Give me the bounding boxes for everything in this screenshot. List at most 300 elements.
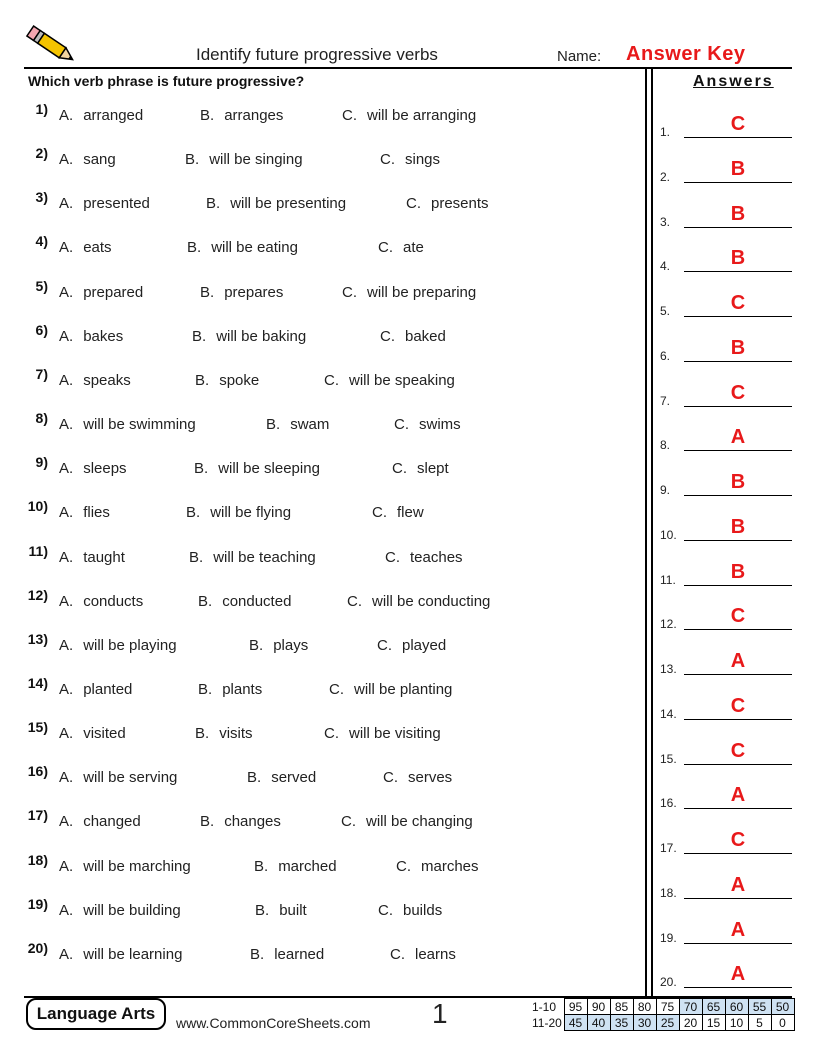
page-number: 1 <box>432 998 448 1029</box>
answer-letter: B <box>730 202 746 225</box>
answer-blank-line[interactable] <box>684 719 792 720</box>
option-letter: A. <box>59 504 74 522</box>
option-text: will be preparing <box>367 283 477 301</box>
answer-number: 9. <box>660 483 671 497</box>
option-letter: B. <box>200 813 215 831</box>
option-text: will be singing <box>209 151 303 169</box>
option-b[interactable] <box>187 239 298 256</box>
option-a[interactable] <box>59 549 125 566</box>
question-number: 14) <box>27 674 48 691</box>
answer-row <box>660 550 792 590</box>
option-c[interactable] <box>392 460 449 477</box>
question-row <box>0 101 640 137</box>
answer-letter: A <box>730 784 746 807</box>
option-letter: C. <box>378 901 393 919</box>
option-letter: A. <box>59 460 74 478</box>
website-link[interactable]: www.CommonCoreSheets.com <box>176 1015 371 1031</box>
answer-blank-line[interactable] <box>684 674 792 675</box>
option-text: will be presenting <box>230 195 347 213</box>
option-c[interactable] <box>390 946 456 963</box>
option-text: played <box>402 636 447 654</box>
answer-blank-line[interactable] <box>684 808 792 809</box>
question-number: 8) <box>35 410 48 427</box>
instructions: Which verb phrase is future progressive? <box>28 73 305 89</box>
column-divider-left <box>645 69 647 996</box>
question-number: 11) <box>28 542 48 559</box>
option-letter: C. <box>372 504 387 522</box>
question-number: 9) <box>35 454 48 471</box>
answer-letter: A <box>730 426 746 449</box>
option-text: plays <box>273 636 309 654</box>
question-row <box>0 145 640 181</box>
answer-blank-line[interactable] <box>684 316 792 317</box>
option-text: swam <box>290 416 330 434</box>
option-letter: C. <box>324 725 339 743</box>
option-b[interactable] <box>194 460 320 477</box>
option-c[interactable] <box>406 195 489 212</box>
option-c[interactable] <box>394 416 461 433</box>
answer-blank-line[interactable] <box>684 943 792 944</box>
option-letter: C. <box>383 769 398 787</box>
answer-blank-line[interactable] <box>684 495 792 496</box>
option-c[interactable] <box>372 504 424 521</box>
answer-number: 10. <box>660 527 677 542</box>
question-row <box>0 277 640 314</box>
option-text: presents <box>431 195 489 213</box>
question-number: 5) <box>35 277 48 294</box>
option-letter: C. <box>406 195 421 213</box>
option-letter: A. <box>59 680 74 698</box>
option-letter: B. <box>198 680 213 698</box>
option-letter: C. <box>347 592 362 610</box>
option-letter: A. <box>59 725 74 743</box>
option-b[interactable] <box>198 593 291 610</box>
option-text: arranges <box>224 107 284 124</box>
question-number: 6) <box>35 321 48 338</box>
option-a[interactable] <box>59 372 131 389</box>
option-c[interactable] <box>383 769 452 786</box>
answer-letter: C <box>730 381 746 404</box>
answer-blank-line[interactable] <box>684 898 792 899</box>
answer-row <box>660 684 792 724</box>
option-c[interactable] <box>378 239 424 256</box>
option-b[interactable] <box>195 725 253 742</box>
score-cell: 15 <box>702 1015 725 1031</box>
option-text: visits <box>219 725 253 743</box>
answer-number: 17. <box>660 841 677 855</box>
answer-row <box>660 281 792 321</box>
option-letter: B. <box>185 151 200 169</box>
answer-letter: C <box>730 292 746 314</box>
answer-number: 4. <box>660 259 671 274</box>
option-letter: C. <box>378 239 393 257</box>
option-letter: C. <box>396 857 411 875</box>
answer-row <box>660 371 792 411</box>
option-letter: A. <box>59 548 74 566</box>
answer-letter: A <box>730 918 746 941</box>
score-cell: 90 <box>587 999 610 1015</box>
option-text: changed <box>83 813 141 831</box>
option-letter: A. <box>59 945 74 963</box>
question-row <box>0 586 640 623</box>
answer-row <box>660 460 792 500</box>
option-letter: B. <box>195 371 210 389</box>
question-row <box>0 498 640 534</box>
option-b[interactable] <box>249 637 308 654</box>
answer-row <box>660 326 792 366</box>
option-letter: B. <box>206 195 221 213</box>
option-text: will be arranging <box>367 107 477 124</box>
option-text: planted <box>83 680 133 698</box>
option-c[interactable] <box>342 107 476 124</box>
option-text: learns <box>415 945 456 963</box>
answer-letter: A <box>730 650 746 672</box>
option-b[interactable] <box>200 284 283 301</box>
option-text: visited <box>83 725 126 743</box>
answer-letter: B <box>730 515 746 538</box>
option-a[interactable] <box>59 195 150 212</box>
answer-row <box>660 594 792 634</box>
option-letter: C. <box>377 636 392 654</box>
score-row-label: 11-20 <box>532 1015 562 1030</box>
question-row <box>0 454 640 490</box>
option-a[interactable] <box>59 460 127 477</box>
answer-number: 18. <box>660 885 677 900</box>
option-text: will be conducting <box>372 592 491 610</box>
option-letter: A. <box>59 195 74 213</box>
question-row <box>0 939 640 976</box>
subject-badge: Language Arts <box>26 998 166 1030</box>
option-text: will be baking <box>216 327 307 345</box>
answer-letter: A <box>730 963 746 986</box>
option-text: built <box>279 901 307 919</box>
option-b[interactable] <box>198 681 262 698</box>
answer-blank-line[interactable] <box>684 853 792 854</box>
option-letter: A. <box>59 901 74 919</box>
score-cell: 75 <box>656 999 679 1015</box>
answer-blank-line[interactable] <box>684 987 792 988</box>
option-text: will be swimming <box>83 416 196 434</box>
question-row <box>0 851 640 888</box>
option-a[interactable] <box>59 416 196 433</box>
option-a[interactable] <box>59 946 182 963</box>
option-text: learned <box>274 945 325 963</box>
option-c[interactable] <box>396 858 479 875</box>
question-number: 16) <box>27 763 48 780</box>
option-text: slept <box>417 460 449 478</box>
option-text: spoke <box>219 371 260 389</box>
option-c[interactable] <box>329 681 452 698</box>
option-b[interactable] <box>200 813 281 830</box>
answer-number: 3. <box>660 214 671 229</box>
question-row <box>0 410 640 446</box>
answer-row <box>660 192 792 232</box>
option-letter: B. <box>189 548 204 566</box>
option-text: serves <box>408 769 453 787</box>
option-b[interactable] <box>192 328 306 345</box>
answer-letter: B <box>730 336 746 359</box>
answer-blank-line[interactable] <box>684 137 792 138</box>
score-cell: 85 <box>610 999 633 1015</box>
answer-number: 2. <box>660 169 671 184</box>
score-cell: 95 <box>564 999 587 1015</box>
option-text: will be building <box>83 901 181 919</box>
answer-row <box>660 639 792 679</box>
option-text: marches <box>421 857 479 875</box>
answer-row <box>660 908 792 948</box>
option-letter: B. <box>198 592 213 610</box>
option-text: conducts <box>83 592 144 610</box>
option-text: will be sleeping <box>218 460 320 478</box>
option-letter: B. <box>250 945 265 963</box>
option-letter: A. <box>59 283 74 301</box>
option-b[interactable] <box>254 858 337 875</box>
score-cell: 60 <box>725 999 748 1015</box>
score-cell: 20 <box>679 1015 702 1031</box>
option-c[interactable] <box>385 549 463 566</box>
option-a[interactable] <box>59 504 110 521</box>
option-text: plants <box>222 680 263 698</box>
answer-blank-line[interactable] <box>684 227 792 228</box>
option-c[interactable] <box>342 284 476 301</box>
option-letter: B. <box>255 901 270 919</box>
option-a[interactable] <box>59 858 191 875</box>
option-c[interactable] <box>380 151 440 168</box>
score-cell: 65 <box>702 999 725 1015</box>
option-letter: A. <box>59 416 74 434</box>
option-text: prepares <box>224 283 284 301</box>
answer-row <box>660 773 792 813</box>
answer-number: 19. <box>660 930 677 945</box>
option-text: eats <box>83 239 112 257</box>
answer-letter: B <box>730 471 746 493</box>
option-c[interactable] <box>380 328 446 345</box>
page-title: Identify future progressive verbs <box>196 45 438 64</box>
option-letter: B. <box>247 769 262 787</box>
option-b[interactable] <box>195 372 259 389</box>
option-letter: C. <box>324 371 339 389</box>
option-letter: B. <box>192 327 207 345</box>
question-number: 18) <box>27 851 48 868</box>
question-row <box>0 233 640 269</box>
option-letter: A. <box>59 371 74 389</box>
option-letter: B. <box>249 636 264 654</box>
score-cell: 80 <box>633 999 656 1015</box>
answer-letter: B <box>730 157 746 180</box>
option-text: will be learning <box>83 945 183 963</box>
answer-key-label: Answer Key <box>626 43 746 65</box>
option-text: arranged <box>83 107 144 124</box>
option-text: will be speaking <box>349 371 455 389</box>
question-number: 2) <box>35 145 48 162</box>
answer-number: 11. <box>660 572 676 587</box>
question-number: 15) <box>27 719 48 736</box>
option-letter: B. <box>186 504 201 522</box>
answer-letter: C <box>730 829 746 851</box>
answer-letter: B <box>730 560 746 583</box>
score-row-2 <box>528 1015 794 1031</box>
option-b[interactable] <box>186 504 291 521</box>
score-cell: 40 <box>587 1015 610 1031</box>
answer-blank-line[interactable] <box>684 764 792 765</box>
question-row <box>0 365 640 402</box>
answer-blank-line[interactable] <box>684 182 792 183</box>
option-text: ate <box>403 239 424 257</box>
option-letter: C. <box>390 945 405 963</box>
score-cell: 25 <box>656 1015 679 1031</box>
option-c[interactable] <box>347 593 490 610</box>
option-a[interactable] <box>59 151 116 168</box>
option-b[interactable] <box>255 902 307 919</box>
option-c[interactable] <box>341 813 473 830</box>
option-a[interactable] <box>59 813 141 830</box>
option-text: will be changing <box>366 813 473 831</box>
option-text: marched <box>278 857 337 875</box>
option-c[interactable] <box>377 637 446 654</box>
answer-number: 6. <box>660 348 671 363</box>
answer-blank-line[interactable] <box>684 585 792 586</box>
answer-number: 15. <box>660 751 677 766</box>
question-row <box>0 542 640 579</box>
option-a[interactable] <box>59 593 143 610</box>
score-row-1 <box>528 999 794 1015</box>
option-c[interactable] <box>324 725 441 742</box>
option-letter: C. <box>385 548 400 566</box>
option-a[interactable] <box>59 902 181 919</box>
answer-number: 5. <box>660 304 671 318</box>
score-cell: 70 <box>679 999 702 1015</box>
answers-heading: Answers <box>693 73 774 90</box>
score-cell: 45 <box>564 1015 587 1031</box>
option-letter: A. <box>59 151 74 169</box>
option-text: taught <box>83 548 125 566</box>
option-letter: A. <box>59 769 74 787</box>
option-a[interactable] <box>59 107 143 124</box>
option-text: presented <box>83 195 150 213</box>
option-text: will be flying <box>210 504 292 522</box>
answer-number: 14. <box>660 706 677 721</box>
option-letter: A. <box>59 107 74 124</box>
answer-number: 8. <box>660 438 671 453</box>
option-c[interactable] <box>378 902 442 919</box>
option-a[interactable] <box>59 725 126 742</box>
option-letter: A. <box>59 592 74 610</box>
option-letter: B. <box>200 283 215 301</box>
header-divider <box>24 67 792 69</box>
score-table <box>528 998 795 1031</box>
option-letter: C. <box>341 813 356 831</box>
option-text: builds <box>403 901 443 919</box>
answer-blank-line[interactable] <box>684 406 792 407</box>
option-text: will be serving <box>83 769 178 787</box>
answer-blank-line[interactable] <box>684 629 792 630</box>
answer-letter: C <box>730 605 746 628</box>
answer-row <box>660 505 792 545</box>
option-text: will be planting <box>354 680 453 698</box>
answer-row <box>660 863 792 903</box>
question-row <box>0 189 640 225</box>
question-row <box>0 674 640 711</box>
question-number: 13) <box>27 630 48 647</box>
answer-number: 16. <box>660 796 677 811</box>
answer-blank-line[interactable] <box>684 450 792 451</box>
option-letter: C. <box>380 151 395 169</box>
answer-number: 20. <box>660 975 677 990</box>
option-letter: B. <box>266 416 281 434</box>
name-label: Name: <box>557 48 602 65</box>
option-text: sang <box>83 151 116 169</box>
answer-letter: B <box>730 247 746 270</box>
question-number: 20) <box>27 939 48 956</box>
option-text: flew <box>397 504 424 522</box>
option-a[interactable] <box>59 284 143 301</box>
answer-number: 1. <box>660 125 671 139</box>
option-a[interactable] <box>59 328 123 345</box>
option-text: will be eating <box>211 239 298 257</box>
option-letter: C. <box>342 107 357 124</box>
option-b[interactable] <box>206 195 346 212</box>
question-row <box>0 630 640 667</box>
column-divider-right <box>651 69 653 996</box>
score-cell: 50 <box>771 999 794 1015</box>
score-row-label: 1-10 <box>532 999 557 1014</box>
score-cell: 55 <box>748 999 771 1015</box>
option-letter: A. <box>59 327 74 345</box>
option-letter: B. <box>195 725 210 743</box>
answer-row <box>660 729 792 769</box>
question-number: 19) <box>27 895 48 912</box>
answer-blank-line[interactable] <box>684 361 792 362</box>
answer-row <box>660 415 792 455</box>
answer-blank-line[interactable] <box>684 271 792 272</box>
option-b[interactable] <box>266 416 329 433</box>
option-text: flies <box>83 504 110 522</box>
option-text: speaks <box>83 371 131 389</box>
option-b[interactable] <box>247 769 316 786</box>
score-cell: 35 <box>610 1015 633 1031</box>
answer-row <box>660 102 792 142</box>
answer-number: 7. <box>660 393 671 408</box>
option-b[interactable] <box>200 107 283 124</box>
option-b[interactable] <box>189 549 316 566</box>
score-cell: 30 <box>633 1015 656 1031</box>
option-c[interactable] <box>324 372 455 389</box>
option-b[interactable] <box>185 151 303 168</box>
option-text: teaches <box>410 548 463 566</box>
option-letter: A. <box>59 636 74 654</box>
option-a[interactable] <box>59 681 132 698</box>
option-letter: B. <box>194 460 209 478</box>
answer-blank-line[interactable] <box>684 540 792 541</box>
question-row <box>0 807 640 843</box>
option-text: baked <box>405 327 446 345</box>
option-text: will be visiting <box>349 725 441 743</box>
option-a[interactable] <box>59 239 112 256</box>
option-text: prepared <box>83 283 144 301</box>
option-b[interactable] <box>250 946 324 963</box>
option-text: sleeps <box>83 460 127 478</box>
option-letter: B. <box>187 239 202 257</box>
question-number: 17) <box>27 807 48 824</box>
option-letter: C. <box>392 460 407 478</box>
option-a[interactable] <box>59 769 177 786</box>
question-number: 7) <box>35 365 48 382</box>
question-row <box>0 719 640 755</box>
option-a[interactable] <box>59 637 177 654</box>
question-row <box>0 763 640 799</box>
answer-row <box>660 952 792 992</box>
answer-letter: C <box>730 113 746 135</box>
